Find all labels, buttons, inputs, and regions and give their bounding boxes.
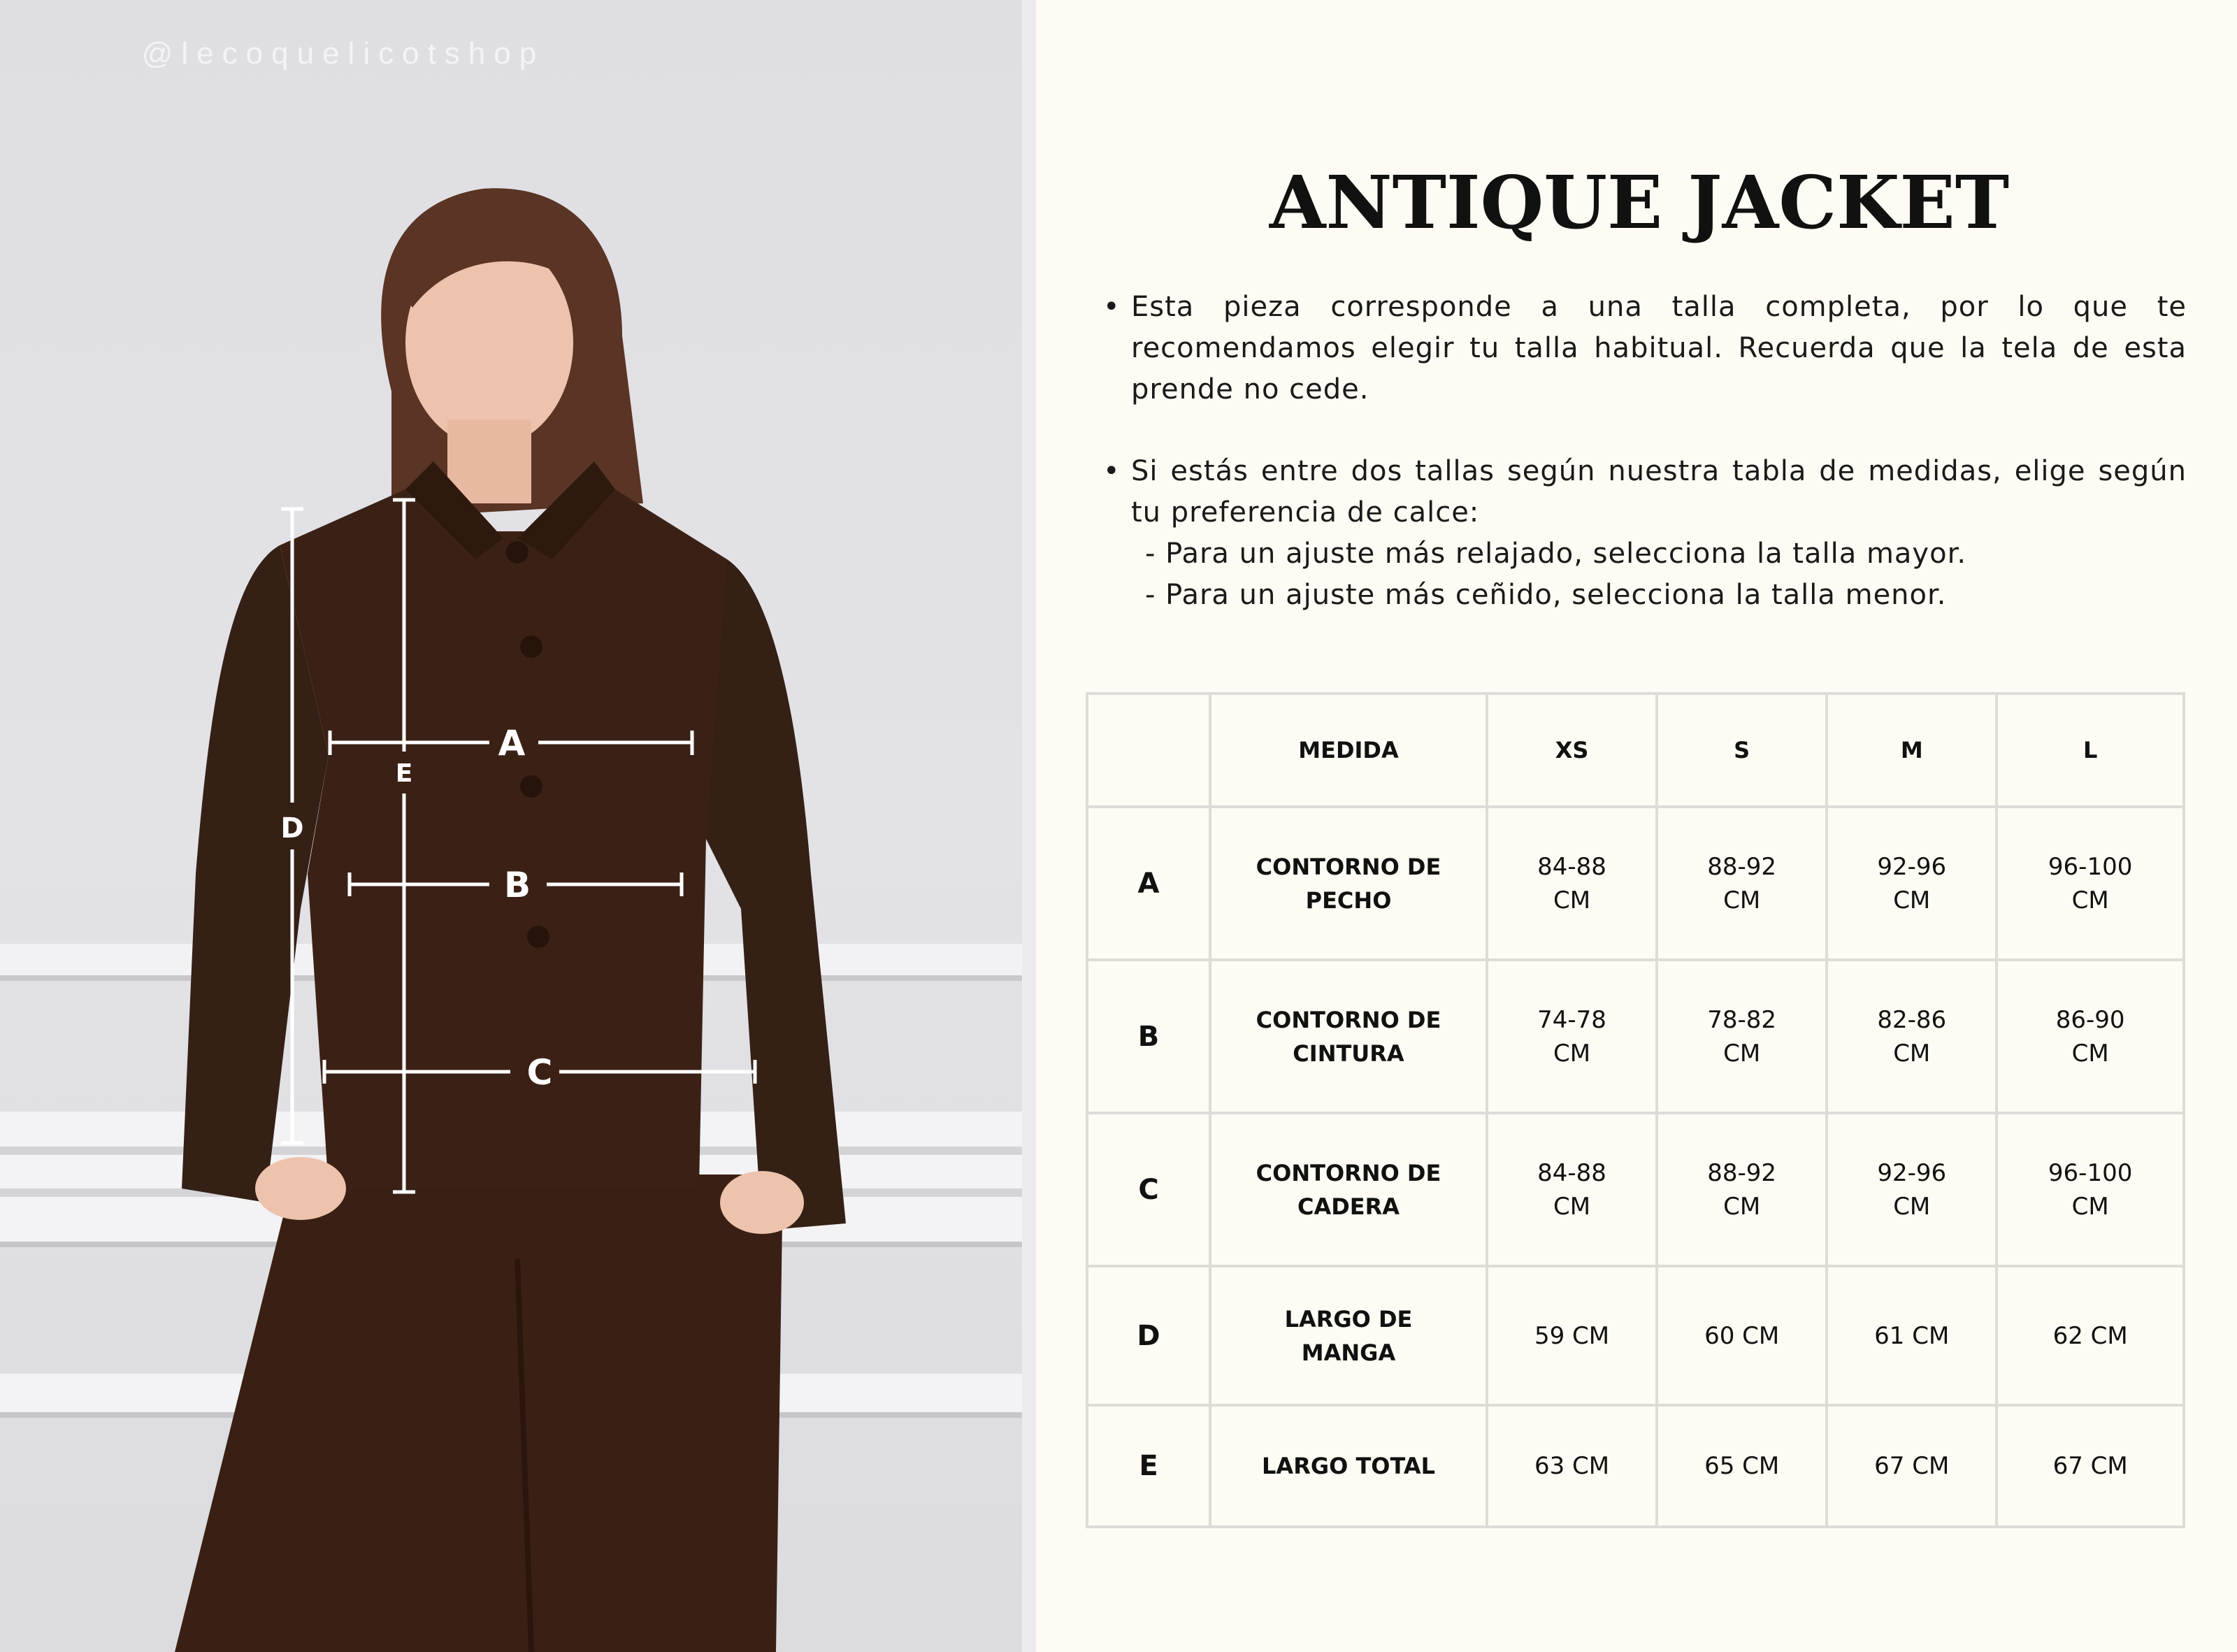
measure-label: CONTORNO DE CADERA	[1210, 1113, 1487, 1266]
size-chart-table	[1086, 692, 2185, 1528]
table-header-cell: S	[1657, 694, 1827, 807]
note-sub-fitted: - Para un ajuste más ceñido, selecciona la talla menor.	[1145, 579, 1947, 611]
size-value: 74-78 CM	[1487, 960, 1657, 1113]
fit-notes	[1103, 287, 2187, 616]
marker-b: B	[503, 865, 531, 905]
size-value: 84-88 CM	[1487, 807, 1657, 960]
size-value: 60 CM	[1657, 1266, 1827, 1405]
product-title: ANTIQUE JACKET	[1269, 159, 2010, 245]
model-photo	[0, 0, 1036, 1652]
measure-key: E	[1087, 1405, 1210, 1527]
measure-label: CONTORNO DE PECHO	[1210, 807, 1487, 960]
measure-key: A	[1087, 807, 1210, 960]
table-row	[1087, 1266, 2184, 1405]
measure-label: CONTORNO DE CINTURA	[1210, 960, 1487, 1113]
size-value: 88-92 CM	[1657, 807, 1827, 960]
marker-a: A	[498, 723, 526, 763]
instagram-handle: @lecoquelicotshop	[141, 36, 545, 71]
size-value: 59 CM	[1487, 1266, 1657, 1405]
table-row	[1087, 960, 2184, 1113]
table-header-row	[1087, 694, 2184, 807]
size-value: 86-90 CM	[1997, 960, 2184, 1113]
size-value: 61 CM	[1827, 1266, 1997, 1405]
size-value: 84-88 CM	[1487, 1113, 1657, 1266]
size-value: 78-82 CM	[1657, 960, 1827, 1113]
measure-key: B	[1087, 960, 1210, 1113]
note-text: Si estás entre dos tallas según nuestra tabla de medidas, elige según tu preferencia de calce:	[1131, 455, 2187, 529]
size-value: 92-96 CM	[1827, 807, 1997, 960]
table-header-cell: MEDIDA	[1210, 694, 1487, 807]
size-value: 96-100 CM	[1997, 807, 2184, 960]
measure-key: D	[1087, 1266, 1210, 1405]
marker-d: D	[280, 812, 304, 845]
measure-key: C	[1087, 1113, 1210, 1266]
size-value: 88-92 CM	[1657, 1113, 1827, 1266]
size-value: 92-96 CM	[1827, 1113, 1997, 1266]
table-row	[1087, 1113, 2184, 1266]
measure-label: LARGO DE MANGA	[1210, 1266, 1487, 1405]
note-text: Esta pieza corresponde a una talla completa, por lo que te recomendamos elegir tu talla habitual. Recuerda que la tela de esta prende no cede.	[1131, 291, 2187, 405]
size-value: 65 CM	[1657, 1405, 1827, 1527]
note-between-sizes	[1103, 451, 2187, 616]
size-value: 96-100 CM	[1997, 1113, 2184, 1266]
table-header-cell: M	[1827, 694, 1997, 807]
size-value: 67 CM	[1827, 1405, 1997, 1527]
measure-label: LARGO TOTAL	[1210, 1405, 1487, 1527]
note-sub-relaxed: - Para un ajuste más relajado, selecciona la talla mayor.	[1145, 538, 1967, 570]
bullet-icon: •	[1103, 455, 1121, 487]
bullet-icon: •	[1103, 291, 1121, 323]
jacket-illustration	[0, 0, 1036, 1652]
table-header-cell: XS	[1487, 694, 1657, 807]
table-header-cell	[1087, 694, 1210, 807]
table-row	[1087, 807, 2184, 960]
size-value: 82-86 CM	[1827, 960, 1997, 1113]
marker-c: C	[526, 1052, 553, 1093]
marker-e: E	[395, 759, 413, 788]
note-size-advice	[1103, 287, 2187, 410]
table-row	[1087, 1405, 2184, 1527]
table-header-cell: L	[1997, 694, 2184, 807]
size-value: 62 CM	[1997, 1266, 2184, 1405]
size-value: 67 CM	[1997, 1405, 2184, 1527]
size-value: 63 CM	[1487, 1405, 1657, 1527]
